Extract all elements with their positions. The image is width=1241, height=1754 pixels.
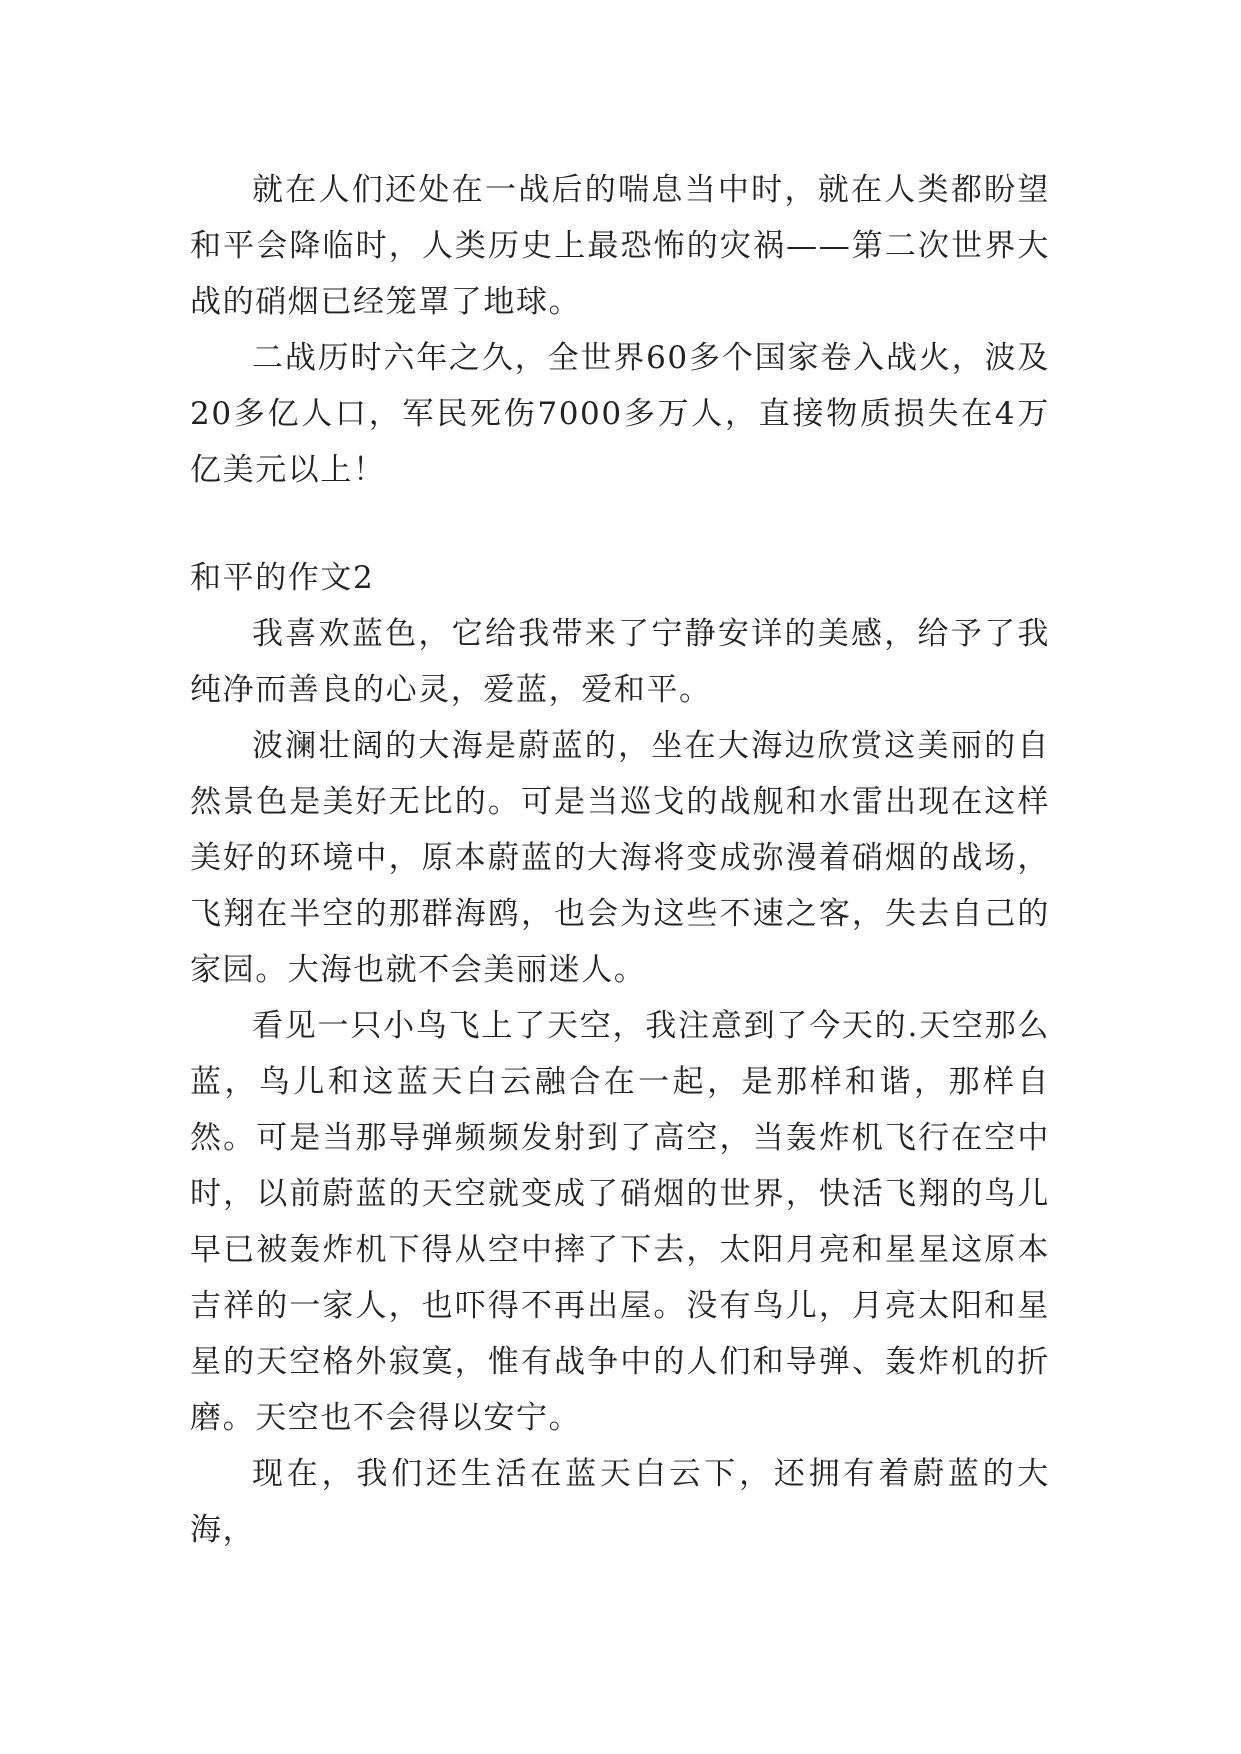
- paragraph: 二战历时六年之久，全世界60多个国家卷入战火，波及20多亿人口，军民死伤7000多万人，直接物质损失在4万亿美元以上！: [190, 340, 1050, 488]
- paragraph: 就在人们还处在一战后的喘息当中时，就在人类都盼望和平会降临时，人类历史上最恐怖的灾祸——第二次世界大战的硝烟已经笼罩了地球。: [190, 172, 1050, 320]
- document-body: [190, 162, 1050, 1558]
- paragraph: 看见一只小鸟飞上了天空，我注意到了今天的.天空那么蓝，鸟儿和这蓝天白云融合在一起，是那样和谐，那样自然。可是当那导弹频频发射到了高空，当轰炸机飞行在空中时，以前蔚蓝的天空就变成了硝烟的世界，快活飞翔的鸟儿早已被轰炸机下得从空中摔了下去，太阳月亮和星星这原本吉祥的一家人，也吓得不再出屋。没有鸟儿，月亮太阳和星星的天空格外寂寞，惟有战争中的人们和导弹、轰炸机的折磨。天空也不会得以安宁。: [190, 1008, 1050, 1436]
- paragraph: 现在，我们还生活在蓝天白云下，还拥有着蔚蓝的大海，: [190, 1456, 1050, 1548]
- essay-title: 和平的作文2: [190, 560, 375, 596]
- paragraph: 我喜欢蓝色，它给我带来了宁静安详的美感，给予了我纯净而善良的心灵，爱蓝，爱和平。: [190, 616, 1050, 708]
- paragraph: 波澜壮阔的大海是蔚蓝的，坐在大海边欣赏这美丽的自然景色是美好无比的。可是当巡戈的战舰和水雷出现在这样美好的环境中，原本蔚蓝的大海将变成弥漫着硝烟的战场，飞翔在半空的那群海鸥，也会为这些不速之客，失去自己的家园。大海也就不会美丽迷人。: [190, 728, 1050, 988]
